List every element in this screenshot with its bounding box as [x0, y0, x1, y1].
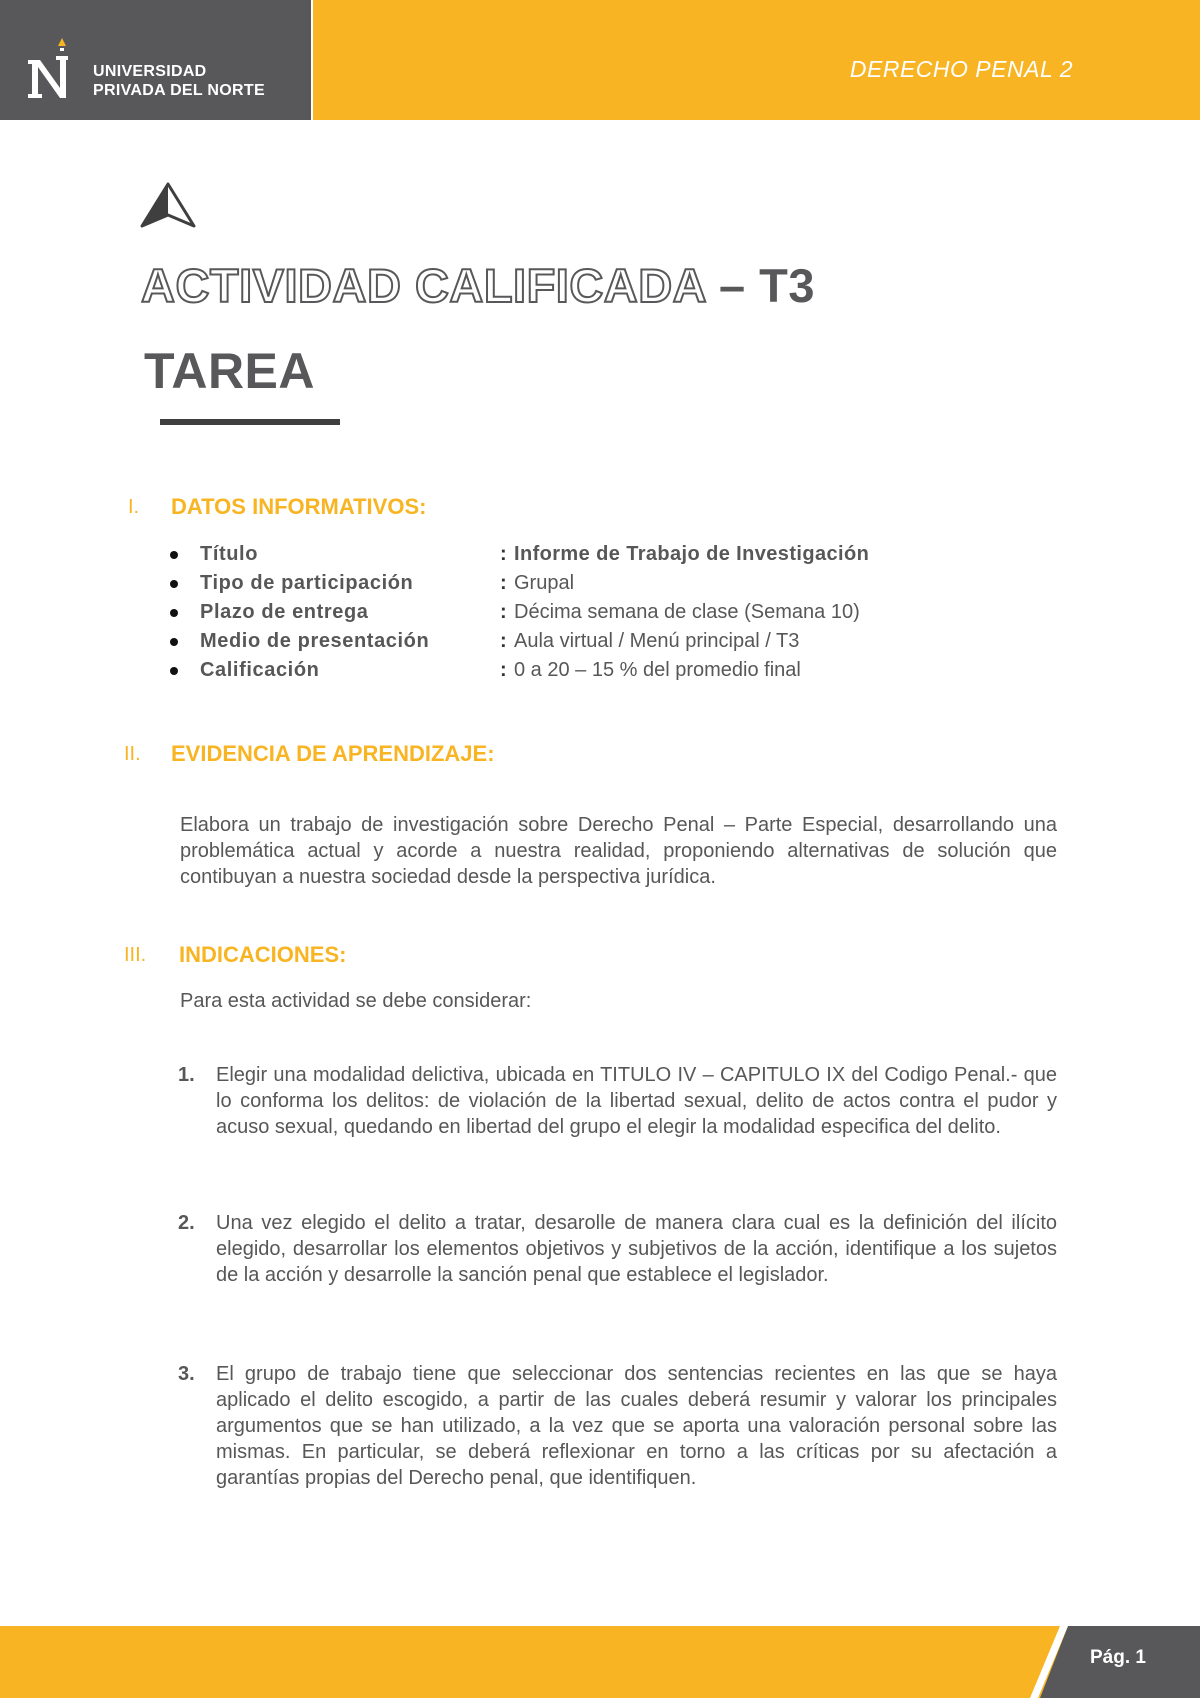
- section-1-title: DATOS INFORMATIVOS:: [171, 494, 427, 519]
- info-colon: :: [500, 572, 507, 594]
- info-label: Calificación: [200, 659, 320, 681]
- item-number: 2.: [178, 1212, 195, 1234]
- bullet-icon: [170, 638, 178, 646]
- section-1-number: I.: [128, 496, 140, 518]
- item-text: Elegir una modalidad delictiva, ubicada en TITULO IV – CAPITULO IX del Codigo Penal.- que lo conforma los delitos: de violación de la libertad sexual, delito de actos contra el pudor y acuso sexual, quedando en libertad del grupo el elegir la modalidad especifica del delito.: [216, 1064, 1057, 1138]
- info-list: [168, 540, 968, 685]
- page-subtitle: TAREA: [144, 343, 316, 399]
- info-value: Aula virtual / Menú principal / T3: [514, 630, 800, 652]
- activity-title-code: T3: [759, 259, 816, 312]
- section-2-number: II.: [124, 743, 141, 765]
- info-value: Décima semana de clase (Semana 10): [514, 601, 860, 623]
- info-label: Plazo de entrega: [200, 601, 369, 623]
- indications-intro: Para esta actividad se debe considerar:: [180, 990, 532, 1012]
- section-2-title: EVIDENCIA DE APRENDIZAJE:: [171, 741, 495, 766]
- info-colon: :: [500, 601, 507, 623]
- item-number: 1.: [178, 1064, 195, 1086]
- university-name: [93, 62, 265, 100]
- info-colon: :: [500, 630, 507, 652]
- bullet-icon: [170, 609, 178, 617]
- info-label: Tipo de participación: [200, 572, 414, 594]
- upn-logo-icon: [26, 36, 78, 100]
- activity-title-dash: –: [705, 259, 760, 312]
- header-logo-panel: [0, 0, 311, 120]
- info-item-grading: [168, 656, 968, 685]
- bullet-icon: [170, 551, 178, 559]
- item-text: El grupo de trabajo tiene que seleccionar dos sentencias recientes en las que se haya aplicado el delito escogido, a partir de las cuales deberá resumir y valorar los principales argumentos que se han utilizado, a la vez que se aporta una valoración personal sobre las mismas. En particular, se deberá reflexionar en torno a las críticas por su afectación a garantías propias del Derecho penal, que identifiquen.: [216, 1363, 1057, 1489]
- subtitle-underline: [160, 419, 340, 425]
- evidence-paragraph: Elabora un trabajo de investigación sobre Derecho Penal – Parte Especial, desarrollando una problemática actual y acorde a nuestra realidad, proponiendo alternativas de solución que contibuyan a nuestra sociedad desde la perspectiva jurídica.: [180, 814, 1057, 888]
- info-value: Grupal: [514, 572, 575, 594]
- university-line-1: UNIVERSIDAD: [93, 63, 207, 80]
- arrow-logo-icon: [140, 182, 196, 230]
- bullet-icon: [170, 667, 178, 675]
- info-label: Título: [200, 543, 259, 565]
- info-item-deadline: [168, 598, 968, 627]
- info-label: Medio de presentación: [200, 630, 430, 652]
- info-item-title: [168, 540, 968, 569]
- activity-title: [141, 258, 815, 313]
- item-number: 3.: [178, 1363, 195, 1385]
- section-3-number: III.: [124, 944, 147, 966]
- item-text: Una vez elegido el delito a tratar, desarolle de manera clara cual es la definición del ilícito elegido, desarrollar los elementos objetivos y subjetivos de la acción, identifique a los sujetos de la acción y desarrolle la sanción penal que establece el legislador.: [216, 1212, 1057, 1286]
- footer-bar: [0, 1626, 1200, 1698]
- activity-title-outline: ACTIVIDAD CALIFICADA: [141, 259, 706, 312]
- header-bar: [313, 0, 1200, 120]
- section-3-title: INDICACIONES:: [179, 942, 347, 967]
- info-value: Informe de Trabajo de Investigación: [514, 543, 870, 565]
- info-colon: :: [500, 543, 507, 565]
- info-item-medium: [168, 627, 968, 656]
- info-item-participation: [168, 569, 968, 598]
- course-name: DERECHO PENAL 2: [849, 56, 1073, 82]
- info-value: 0 a 20 – 15 % del promedio final: [514, 659, 801, 681]
- info-colon: :: [500, 659, 507, 681]
- university-line-2: PRIVADA DEL NORTE: [93, 82, 265, 99]
- page-number: Pág. 1: [1090, 1647, 1146, 1668]
- bullet-icon: [170, 580, 178, 588]
